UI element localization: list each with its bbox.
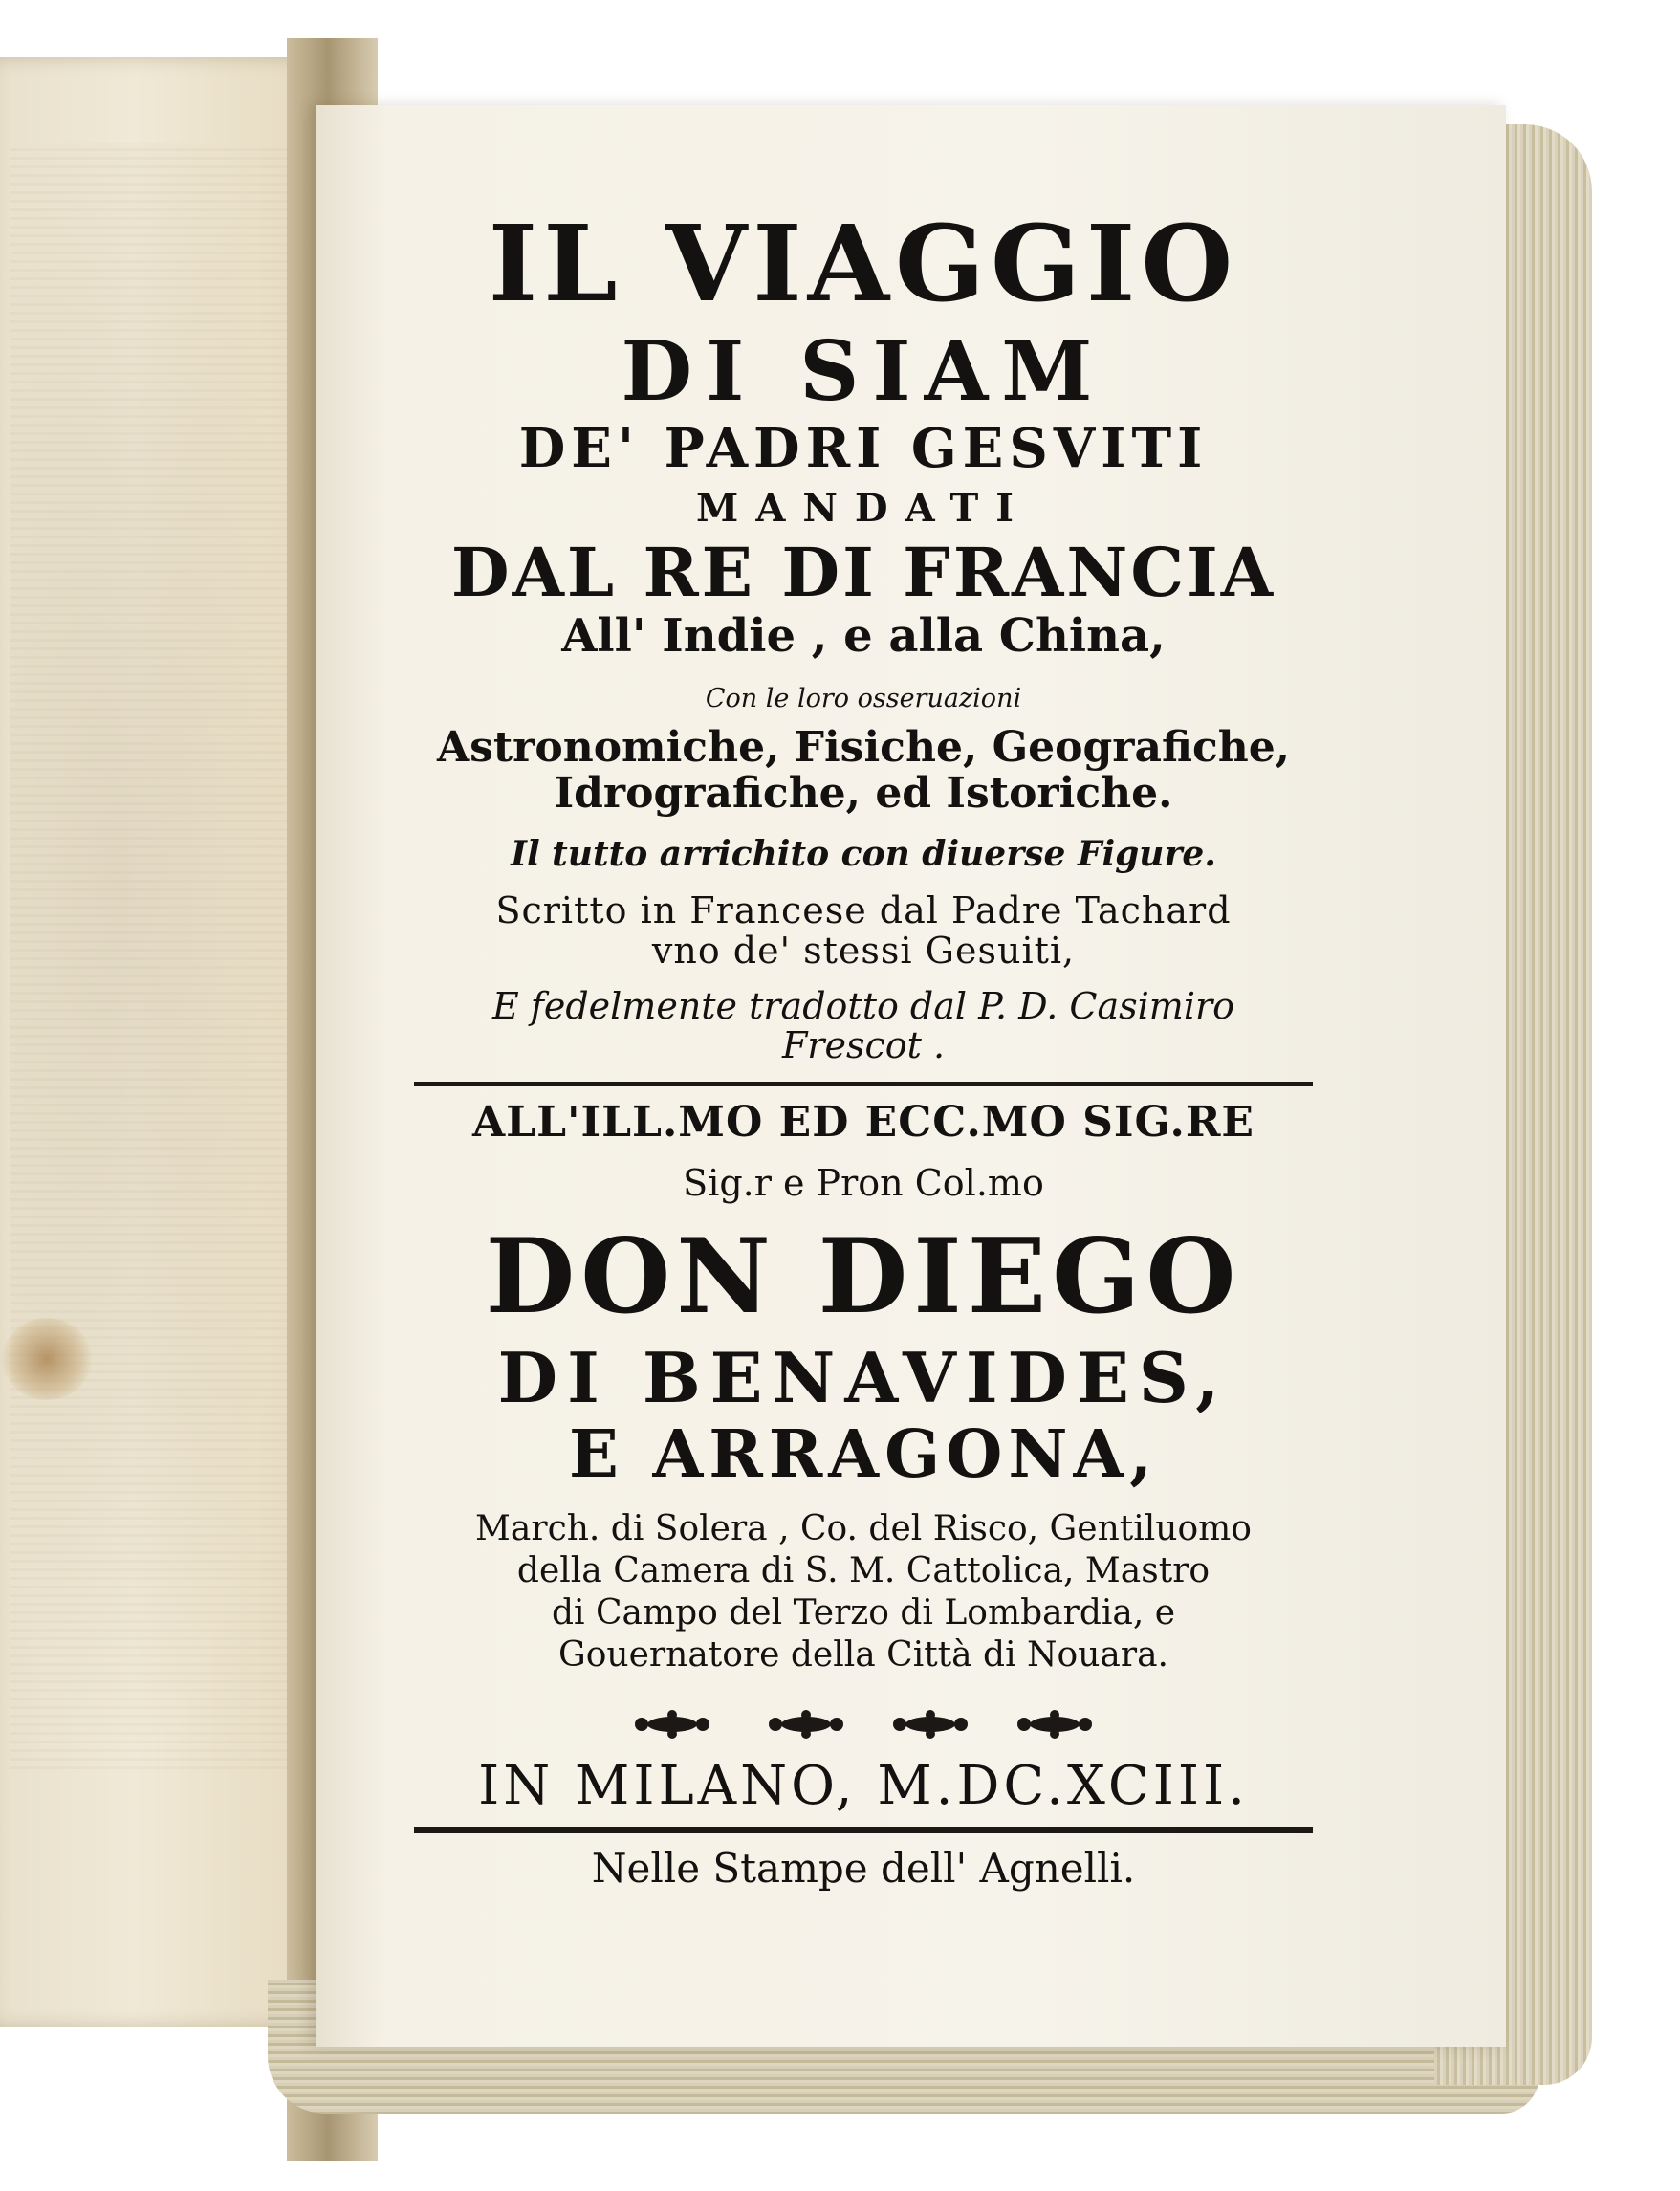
imprint: IN MILANO, M.DC.XCIII. [478, 1754, 1249, 1817]
ornament-icon [769, 1710, 843, 1739]
printers-ornament-row [615, 1705, 1112, 1743]
titles-line-4: Gouernatore della Città di Nouara. [558, 1634, 1168, 1675]
subtitle-line-3: Idrografiche, ed Istoriche. [554, 769, 1173, 819]
author-line-2: vno de' stessi Gesuiti, [651, 929, 1076, 972]
title-line-1: IL VIAGGIO [488, 202, 1239, 325]
title-page-text [361, 202, 1365, 1893]
show-through-engraving [10, 143, 296, 1769]
ornament-icon [635, 1710, 709, 1739]
title-line-6: All' Indie , e alla China, [561, 609, 1166, 664]
title-line-2: DI SIAM [621, 323, 1106, 420]
dedicatee-name: DON DIEGO [485, 1216, 1242, 1338]
titles-line-1: March. di Solera , Co. del Risco, Gentiluomo [475, 1509, 1252, 1549]
ornament-icon [893, 1710, 968, 1739]
printer-line: Nelle Stampe dell' Agnelli. [591, 1845, 1136, 1893]
subtitle-line-1: Con le loro osseruazioni [705, 683, 1022, 713]
translator-line-2: Frescot . [781, 1024, 946, 1067]
subtitle-line-2: Astronomiche, Fisiche, Geografiche, [436, 722, 1291, 772]
foxing-stain [2, 1318, 92, 1400]
translator-line-1: E fedelmente tradotto dal P. D. Casimiro [491, 984, 1235, 1027]
ornament-icon [1017, 1710, 1092, 1739]
subtitle-line-4: Il tutto arrichito con diuerse Figure. [511, 834, 1216, 875]
dedication-line-2: Sig.r e Pron Col.mo [683, 1161, 1044, 1204]
rule-divider-bottom [414, 1827, 1313, 1833]
title-line-4: MANDATI [696, 486, 1031, 532]
dedicatee-line-2: DI BENAVIDES, [497, 1337, 1230, 1419]
titles-line-3: di Campo del Terzo di Lombardia, e [551, 1593, 1176, 1633]
rule-divider-top [414, 1082, 1313, 1086]
author-line-1: Scritto in Francese dal Padre Tachard [495, 889, 1232, 932]
dedicatee-line-3: E ARRAGONA, [569, 1416, 1158, 1494]
titles-line-2: della Camera di S. M. Cattolica, Mastro [516, 1551, 1211, 1591]
title-line-5: DAL RE DI FRANCIA [450, 533, 1276, 613]
title-line-3: DE' PADRI GESVITI [518, 416, 1209, 480]
dedication-line-1: ALL'ILL.MO ED ECC.MO SIG.RE [472, 1098, 1255, 1148]
